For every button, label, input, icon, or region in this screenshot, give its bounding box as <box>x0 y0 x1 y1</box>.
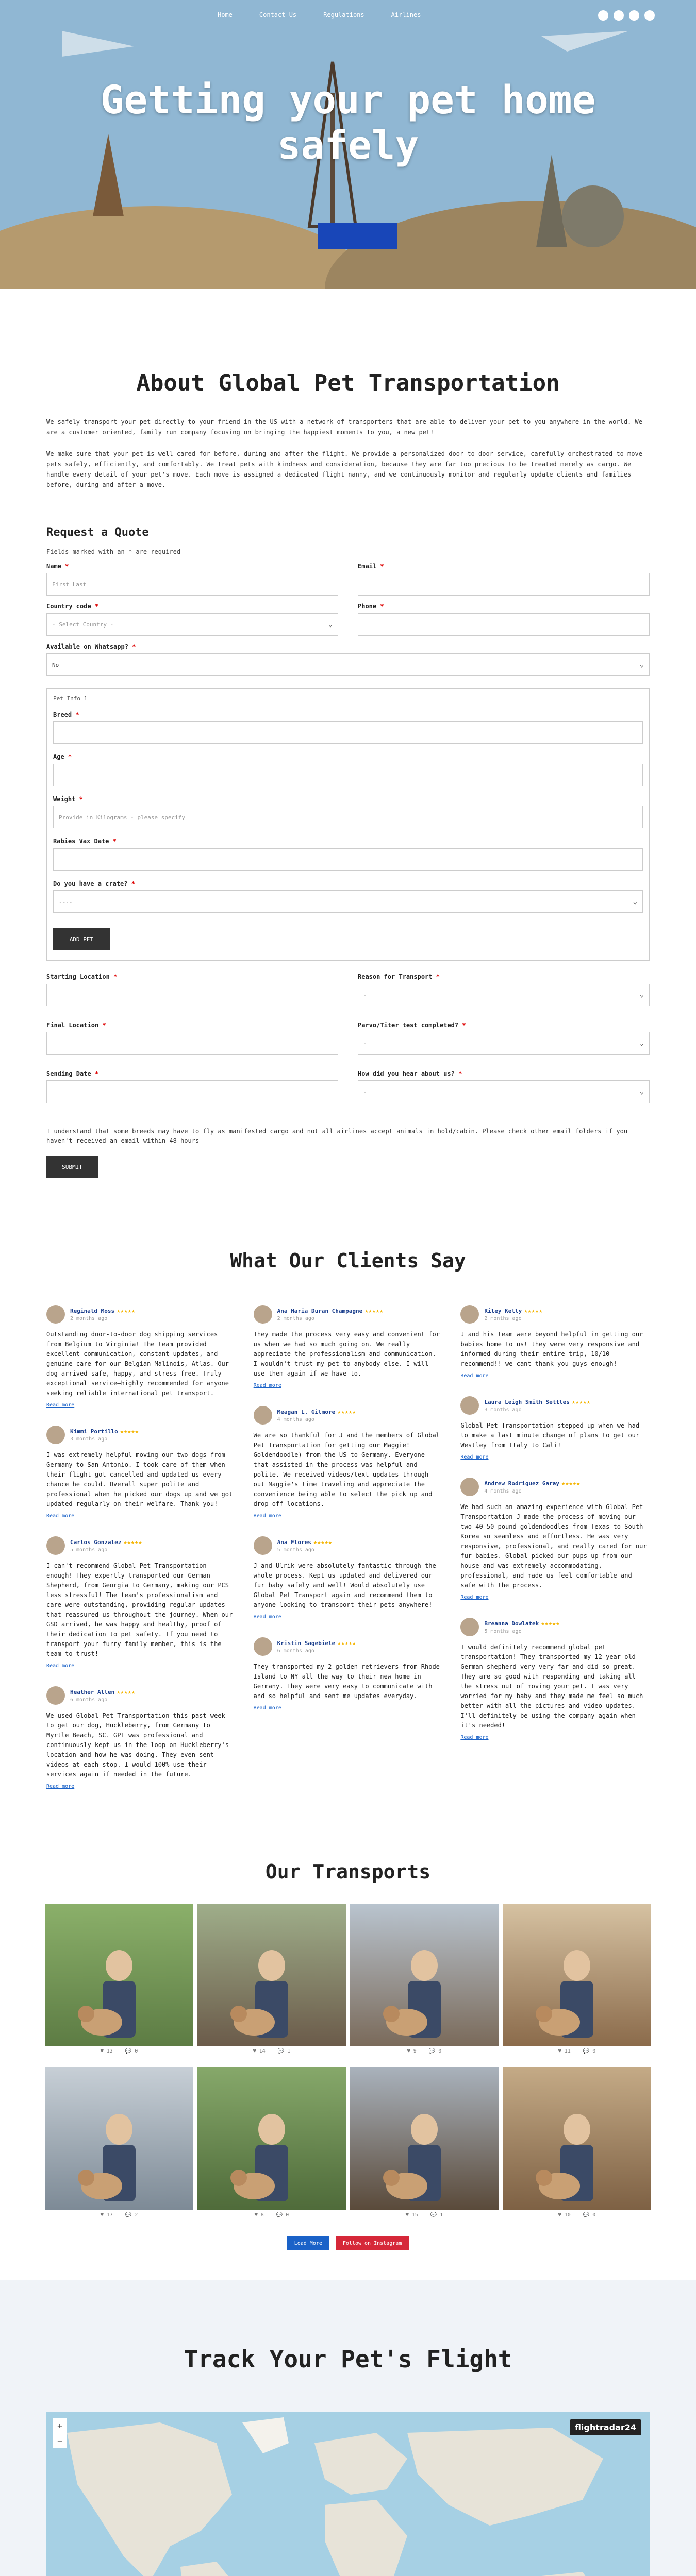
review-text: They transported my 2 golden retrievers from Rhode Island to NY all the way to their new home in Germany. They were very easy to communicate with and so helpful and sent me updates everyday. <box>253 1663 440 1700</box>
flight-map[interactable] <box>46 2412 650 2576</box>
youtube-icon[interactable] <box>629 10 639 21</box>
phone-label: Phone * <box>358 603 384 610</box>
transport-post[interactable] <box>350 2067 499 2218</box>
read-more-link[interactable]: Read more <box>460 1595 489 1600</box>
review-card <box>460 1478 650 1600</box>
transport-photo[interactable] <box>45 2067 193 2210</box>
read-more-link[interactable]: Read more <box>460 1373 489 1379</box>
review-card <box>460 1618 650 1740</box>
avatar <box>460 1305 479 1324</box>
transport-post[interactable] <box>45 2067 193 2218</box>
phone-input[interactable] <box>358 613 650 636</box>
required-note: Fields marked with an * are required <box>46 548 181 555</box>
country-select[interactable]: - Select Country - ⌄ <box>46 613 338 636</box>
final-location-label: Final Location * <box>46 1022 106 1029</box>
review-column-1 <box>46 1305 236 1789</box>
about-section <box>0 370 696 490</box>
review-text: I can't recommend Global Pet Transportation enough! They expertly transported our German Shepherd, from Georgia to Germany, making our PCS less stressful! The team's professionalism and care were outstanding, providing regular updates that reassured us throughout the journey. When our GSD arrived, he was happy and healthy, proof of their dedication to pet safety. If you need to transport your furry family member, this is the team to trust! <box>46 1562 233 1657</box>
review-text: Outstanding door-to-door dog shipping services from Belgium to Virginia! The team provided excellent communication, constant updates, and genuine care for our Belgian Malinois, Atlas. Our dog arrived safe, happy, and stress-free. Truly exceptional service—highly recommended for anyone seeking reliable international pet transport. <box>46 1331 229 1397</box>
start-location-input[interactable] <box>46 984 338 1006</box>
avatar <box>460 1618 479 1636</box>
rating-stars: ★★★★★ <box>117 1307 136 1314</box>
transports-section <box>0 1860 696 2250</box>
likes-count: ♥ 10 <box>558 2212 571 2218</box>
reviewer-name[interactable]: Ana Flores <box>277 1539 311 1546</box>
rating-stars: ★★★★★ <box>571 1398 591 1405</box>
likes-count: ♥ 17 <box>100 2212 113 2218</box>
rating-stars: ★★★★★ <box>337 1408 356 1415</box>
breed-input[interactable] <box>53 721 643 744</box>
instagram-follow-button[interactable]: Follow on Instagram <box>336 2236 409 2250</box>
rating-stars: ★★★★★ <box>524 1307 543 1314</box>
nav-airlines[interactable]: Airlines <box>391 11 421 19</box>
rating-stars: ★★★★★ <box>123 1538 142 1546</box>
read-more-link[interactable]: Read more <box>46 1402 75 1408</box>
reviews-title: What Our Clients Say <box>230 1249 466 1272</box>
review-text: I was extremely helpful moving our two dogs from Germany to San Antonio. I took care of them when their flight got cancelled and updated us every chance he could. Overall super polite and professional when he picked our dogs up and we got updated regularly on their welfare. Thank you! <box>46 1451 233 1507</box>
about-paragraph-2: We make sure that your pet is well cared for before, during and after the flight. We provide a personalized door-to-door service, carefully orchestrated to move pets safely, efficiently, and comfortably. We treat pets with kindness and consideration, because they are far too precious to be treated merely as cargo. We handle every detail of your pet's move. Each move is assigned a dedicated flight nanny, and we continuously monitor and regularly update clients and families before, during and after a move. <box>46 450 642 488</box>
avatar <box>460 1478 479 1496</box>
main-nav <box>0 0 696 31</box>
likes-count: ♥ 8 <box>254 2212 264 2218</box>
reviewer-name[interactable]: Laura Leigh Smith Settles <box>484 1399 570 1405</box>
avatar <box>254 1536 272 1555</box>
likes-count: ♥ 15 <box>405 2212 418 2218</box>
review-column-3 <box>460 1305 650 1789</box>
avatar <box>460 1396 479 1415</box>
pet-info-legend: Pet Info 1 <box>53 695 88 702</box>
transport-photo[interactable] <box>350 1904 499 2046</box>
review-date: 4 months ago <box>277 1417 314 1422</box>
parvo-label: Parvo/Titer test completed? * <box>358 1022 466 1029</box>
pet-owner-illustration <box>45 2067 193 2210</box>
reviewer-name[interactable]: Carlos Gonzalez <box>70 1539 122 1546</box>
reviews-section <box>0 1249 696 1789</box>
read-more-link[interactable]: Read more <box>253 1513 281 1519</box>
avatar <box>46 1305 65 1324</box>
read-more-link[interactable]: Read more <box>253 1383 281 1388</box>
quote-form <box>0 526 696 1178</box>
comments-count: 💬 0 <box>125 2048 138 2054</box>
review-card <box>254 1305 443 1388</box>
transport-photo[interactable] <box>45 1904 193 2046</box>
name-label: Name * <box>46 563 69 570</box>
review-date: 5 months ago <box>70 1547 108 1553</box>
review-text: J and his team were beyond helpful in getting our babies home to us! they were very responsive and informed during their entire trip, 10/10 recommend!! we cant thank you guys enough! <box>460 1331 643 1367</box>
review-card <box>460 1396 650 1460</box>
reason-label: Reason for Transport * <box>358 973 440 980</box>
nav-contact[interactable]: Contact Us <box>259 11 297 19</box>
reviewer-name[interactable]: Andrew Rodriguez Garay <box>484 1480 560 1487</box>
hero-title: Getting your pet home safely <box>100 77 596 168</box>
transport-photo[interactable] <box>197 2067 346 2210</box>
crate-select[interactable]: ---- ⌄ <box>53 890 643 913</box>
start-location-label: Starting Location * <box>46 973 118 980</box>
comments-count: 💬 1 <box>277 2048 291 2054</box>
review-text: We are so thankful for J and the members of Global Pet Transportation for getting our Maggie! Goldendoodle) from the US to Germany. Everyone that assisted in the process was helpful and polite. We received videos/text updates through out Maggie's time traveling and appreciate the convenience being able to select the pick up and drop off locations. <box>253 1432 440 1507</box>
review-card <box>46 1426 236 1519</box>
hero-section <box>0 0 696 289</box>
review-date: 6 months ago <box>70 1697 108 1703</box>
country-label: Country code * <box>46 603 99 610</box>
transport-post[interactable] <box>197 2067 346 2218</box>
review-text: We used Global Pet Transportation this past week to get our dog, Huckleberry, from Germany to Myrtle Beach, SC. GPT was professional and continuously kept us in the loop on Huckleberry's location and how he was doing. They even sent videos at each stop. I would 100% use their services again if needed in the future. <box>46 1712 229 1778</box>
map-zoom-controls <box>53 2418 67 2448</box>
add-pet-button[interactable]: ADD PET <box>53 928 110 950</box>
review-text: I would definitely recommend global pet transportation! They transported my 12 year old German shepherd very very far and did so great. They are so good with responding and taking all the stress out of moving your pet. I was very worried for my baby and they made me feel so much better with all the pictures and video updates. I'll definitely be using the company again when it's needed! <box>460 1643 643 1729</box>
transport-post[interactable] <box>197 1904 346 2054</box>
transport-post[interactable] <box>503 1904 651 2054</box>
review-text: They made the process very easy and convenient for us when we had so much going on. We really appreciate the professionalism and communication. I wouldn't trust my pet to anybody else. I will use them again if we have to. <box>253 1331 440 1377</box>
transport-post[interactable] <box>350 1904 499 2054</box>
parvo-select[interactable]: - ⌄ <box>358 1032 650 1055</box>
likes-count: ♥ 11 <box>558 2048 571 2054</box>
transport-post[interactable] <box>503 2067 651 2218</box>
track-section <box>0 2280 696 2576</box>
review-text: Global Pet Transportation stepped up when we had to make a last minute change of plans to get our Westley from Italy to Cali! <box>460 1422 640 1449</box>
whatsapp-select[interactable]: No ⌄ <box>46 653 650 676</box>
hero-cta-button[interactable] <box>318 223 397 249</box>
final-location-input[interactable] <box>46 1032 338 1055</box>
name-input[interactable]: First Last <box>46 573 338 596</box>
rating-stars: ★★★★★ <box>561 1480 581 1487</box>
form-title: Request a Quote <box>46 526 149 539</box>
avatar <box>46 1686 65 1705</box>
comments-count: 💬 0 <box>276 2212 289 2218</box>
pet-owner-illustration <box>503 1904 651 2046</box>
age-input[interactable] <box>53 764 643 786</box>
review-date: 2 months ago <box>277 1316 314 1321</box>
likes-count: ♥ 12 <box>100 2048 113 2054</box>
review-date: 6 months ago <box>277 1648 314 1654</box>
read-more-link[interactable]: Read more <box>460 1454 489 1460</box>
likes-count: ♥ 9 <box>407 2048 417 2054</box>
reviewer-name[interactable]: Heather Allen <box>70 1689 115 1696</box>
reviewer-name[interactable]: Breanna Dowlatek <box>484 1620 539 1627</box>
track-title: Track Your Pet's Flight <box>184 2345 512 2373</box>
age-label: Age * <box>53 753 72 760</box>
avatar <box>254 1637 272 1656</box>
sending-date-label: Sending Date * <box>46 1070 99 1077</box>
pet-owner-illustration <box>45 1904 193 2046</box>
zoom-out-button[interactable]: − <box>53 2433 67 2448</box>
email-input[interactable] <box>358 573 650 596</box>
read-more-link[interactable]: Read more <box>253 1705 281 1711</box>
review-date: 3 months ago <box>484 1407 522 1413</box>
review-text: We had such an amazing experience with Global Pet Transportation J made the process of moving our two 40-50 pound goldendoodles from Texas to South Korea so seamless and effortless. He was very responsive, professional, and really cared for our fur babies. Global picked our pups up from our house and was extremely accommodating, professional, and made us feel comfortable and safe with the process. <box>460 1503 647 1589</box>
reviewer-name[interactable]: Kristin Sagebiele <box>277 1640 336 1647</box>
read-more-link[interactable]: Read more <box>460 1735 489 1740</box>
transports-title: Our Transports <box>265 1860 431 1883</box>
review-card <box>46 1686 236 1789</box>
crate-label: Do you have a crate? * <box>53 880 135 887</box>
avatar <box>46 1426 65 1444</box>
weight-input[interactable]: Provide in Kilograms - please specify <box>53 806 643 828</box>
rating-stars: ★★★★★ <box>313 1538 333 1546</box>
comments-count: 💬 0 <box>583 2212 596 2218</box>
read-more-link[interactable]: Read more <box>46 1784 75 1789</box>
pet-owner-illustration <box>197 1904 346 2046</box>
rabies-input[interactable] <box>53 848 643 871</box>
avatar <box>46 1536 65 1555</box>
comments-count: 💬 0 <box>583 2048 596 2054</box>
read-more-link[interactable]: Read more <box>253 1614 281 1620</box>
review-card <box>254 1637 443 1711</box>
transport-photo[interactable] <box>350 2067 499 2210</box>
pet-owner-illustration <box>350 2067 499 2210</box>
search-icon[interactable] <box>644 10 655 21</box>
review-column-2 <box>254 1305 443 1789</box>
rabies-label: Rabies Vax Date * <box>53 838 117 845</box>
review-text: J and Ulrik were absolutely fantastic through the whole process. Kept us updated and delivered our fur baby safely and well! Would absolutely use Global Pet Transport again and recommend them to anyone looking to transport their pets anywhere! <box>253 1562 436 1608</box>
review-date: 2 months ago <box>484 1316 522 1321</box>
review-card <box>254 1406 443 1519</box>
hear-select[interactable]: - ⌄ <box>358 1080 650 1103</box>
rating-stars: ★★★★★ <box>364 1307 384 1314</box>
pet-owner-illustration <box>197 2067 346 2210</box>
comments-count: 💬 0 <box>428 2048 442 2054</box>
world-map <box>46 2412 650 2576</box>
whatsapp-label: Available on Whatsapp? * <box>46 643 136 650</box>
reviewer-name[interactable]: Meagan L. Gilmore <box>277 1409 336 1415</box>
likes-count: ♥ 14 <box>253 2048 266 2054</box>
rating-stars: ★★★★★ <box>117 1688 136 1696</box>
review-card <box>460 1305 650 1379</box>
email-label: Email * <box>358 563 384 570</box>
avatar <box>254 1305 272 1324</box>
about-paragraph-1: We safely transport your pet directly to your friend in the US with a network of transporters that are able to deliver your pet to you anywhere in the world. We are a customer oriented, family run company focusing on bringing the happiest moments to you, a new pet! <box>46 418 642 436</box>
review-date: 2 months ago <box>70 1316 108 1321</box>
reviewer-name[interactable]: Ana Maria Duran Champagne <box>277 1308 363 1314</box>
weight-label: Weight * <box>53 795 83 803</box>
transport-post[interactable] <box>45 1904 193 2054</box>
read-more-link[interactable]: Read more <box>46 1513 75 1519</box>
pet-info-group <box>46 688 650 961</box>
rating-stars: ★★★★★ <box>337 1639 356 1647</box>
review-date: 5 months ago <box>277 1547 314 1553</box>
review-card <box>46 1305 236 1408</box>
review-card <box>46 1536 236 1669</box>
transport-photo[interactable] <box>197 1904 346 2046</box>
read-more-link[interactable]: Read more <box>46 1663 75 1669</box>
rating-stars: ★★★★★ <box>120 1428 139 1435</box>
about-title: About Global Pet Transportation <box>136 370 560 396</box>
breed-label: Breed * <box>53 711 79 718</box>
nav-regulations[interactable]: Regulations <box>323 11 364 19</box>
transports-grid <box>0 1904 696 2218</box>
review-card <box>254 1536 443 1620</box>
reviewer-name[interactable]: Kimmi Portillo <box>70 1428 118 1435</box>
rating-stars: ★★★★★ <box>541 1620 560 1627</box>
flightradar-logo: flightradar24 <box>570 2419 641 2435</box>
instagram-icon[interactable] <box>614 10 624 21</box>
agree-text: I understand that some breeds may have to fly as manifested cargo and not all airlines accept animals in hold/cabin. Please check other email folders if you haven't received an email within 48 hours <box>46 1128 628 1144</box>
reviewer-name[interactable]: Reginald Moss <box>70 1308 115 1314</box>
zoom-in-button[interactable]: + <box>53 2418 67 2433</box>
transport-photo[interactable] <box>503 1904 651 2046</box>
review-date: 5 months ago <box>484 1629 522 1634</box>
reviewer-name[interactable]: Riley Kelly <box>484 1308 522 1314</box>
review-date: 3 months ago <box>70 1436 108 1442</box>
sending-date-input[interactable] <box>46 1080 338 1103</box>
reason-select[interactable]: - ⌄ <box>358 984 650 1006</box>
transport-photo[interactable] <box>503 2067 651 2210</box>
hear-label: How did you hear about us? * <box>358 1070 462 1077</box>
pet-owner-illustration <box>503 2067 651 2210</box>
review-date: 4 months ago <box>484 1488 522 1494</box>
nav-home[interactable]: Home <box>218 11 233 19</box>
comments-count: 💬 1 <box>430 2212 443 2218</box>
load-more-button[interactable]: Load More <box>287 2236 329 2250</box>
facebook-icon[interactable] <box>598 10 608 21</box>
submit-button[interactable]: SUBMIT <box>46 1156 98 1178</box>
pet-owner-illustration <box>350 1904 499 2046</box>
avatar <box>254 1406 272 1425</box>
comments-count: 💬 2 <box>125 2212 138 2218</box>
